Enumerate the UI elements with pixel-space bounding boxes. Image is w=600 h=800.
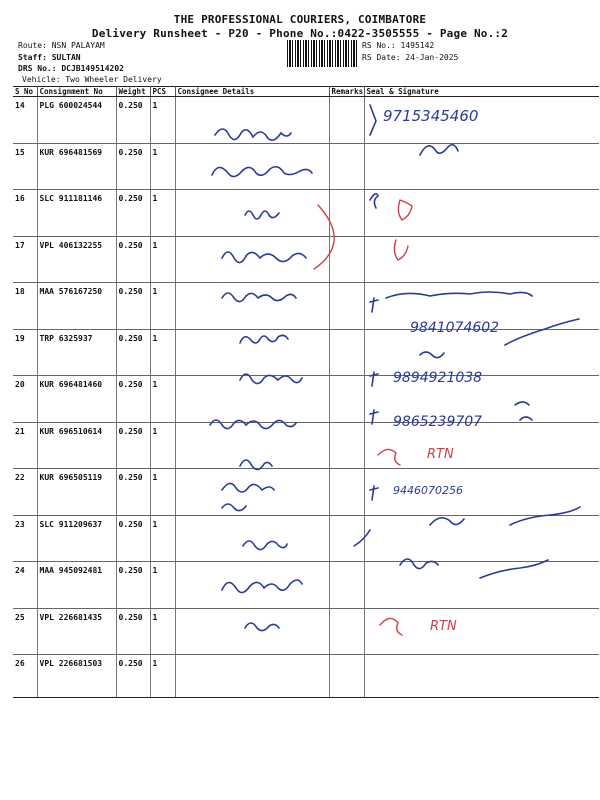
row-consignment-no: PLG 600024544 xyxy=(37,97,116,144)
row-consignment-no: KUR 696481569 xyxy=(37,143,116,190)
row-pcs: 1 xyxy=(150,422,175,469)
consignee-signature xyxy=(245,623,279,631)
col-sno: S No xyxy=(13,87,37,97)
row-consignment-no: KUR 696481460 xyxy=(37,376,116,423)
row-sno: 17 xyxy=(13,236,37,283)
col-consignee: Consignee Details xyxy=(175,87,329,97)
row-consignment-no: VPL 226681503 xyxy=(37,655,116,698)
row-weight: 0.250 xyxy=(116,655,150,698)
row-sno: 24 xyxy=(13,562,37,609)
row-consignment-no: VPL 406132255 xyxy=(37,236,116,283)
signature-scribble xyxy=(400,559,548,578)
row-weight: 0.250 xyxy=(116,236,150,283)
row-consignment-no: SLC 911181146 xyxy=(37,190,116,237)
row-sno: 21 xyxy=(13,422,37,469)
col-weight: Weight xyxy=(116,87,150,97)
phone-handwriting: 9715345460 xyxy=(383,107,479,125)
consignee-signature xyxy=(222,483,274,510)
row-consignment-no: MAA 945092481 xyxy=(37,562,116,609)
col-consignment: Consignment No xyxy=(37,87,116,97)
row-sno: 20 xyxy=(13,376,37,423)
signature-scribble xyxy=(420,145,458,155)
consignee-signature xyxy=(243,541,287,550)
consignee-signature xyxy=(240,374,302,384)
consignee-signature xyxy=(222,580,302,593)
row-sno: 23 xyxy=(13,515,37,562)
row-weight: 0.250 xyxy=(116,422,150,469)
drs-number: DRS No.: DCJB149514202 xyxy=(18,64,124,73)
consignee-signature xyxy=(240,335,288,343)
col-remarks: Remarks xyxy=(329,87,364,97)
row-sno: 18 xyxy=(13,283,37,330)
row-consignment-no: KUR 696510614 xyxy=(37,422,116,469)
rtn-mark: RTN xyxy=(427,447,454,462)
row-pcs: 1 xyxy=(150,97,175,144)
consignee-signature xyxy=(212,167,312,177)
col-pcs: PCS xyxy=(150,87,175,97)
rs-date: RS Date: 24-Jan-2025 xyxy=(362,53,459,62)
row-weight: 0.250 xyxy=(116,97,150,144)
row-consignment-no: KUR 696505119 xyxy=(37,469,116,516)
row-pcs: 1 xyxy=(150,562,175,609)
consignee-signature xyxy=(222,252,306,263)
arrow-mark xyxy=(370,486,378,500)
staff-label: Staff: SULTAN xyxy=(18,53,81,62)
row-pcs: 1 xyxy=(150,329,175,376)
row-sno: 22 xyxy=(13,469,37,516)
row-pcs: 1 xyxy=(150,376,175,423)
rtn-mark: RTN xyxy=(430,619,457,634)
row-pcs: 1 xyxy=(150,469,175,516)
phone-handwriting: 9894921038 xyxy=(393,370,483,386)
arrow-mark xyxy=(370,372,378,386)
row-consignment-no: SLC 911209637 xyxy=(37,515,116,562)
signature-scribble xyxy=(386,292,532,298)
row-sno: 14 xyxy=(13,97,37,144)
phone-handwriting: 9841074602 xyxy=(410,320,500,336)
row-pcs: 1 xyxy=(150,608,175,655)
consignee-signature xyxy=(222,293,296,302)
phone-handwriting: 9865239707 xyxy=(393,414,483,430)
phone-handwriting: 9446070256 xyxy=(393,484,463,497)
red-remark-mark xyxy=(394,240,408,260)
row-sno: 15 xyxy=(13,143,37,190)
arrow-mark xyxy=(370,105,376,135)
row-pcs: 1 xyxy=(150,236,175,283)
arrow-mark xyxy=(370,194,378,208)
row-pcs: 1 xyxy=(150,283,175,330)
row-weight: 0.250 xyxy=(116,376,150,423)
row-weight: 0.250 xyxy=(116,190,150,237)
row-sno: 26 xyxy=(13,655,37,698)
row-weight: 0.250 xyxy=(116,283,150,330)
consignee-signature xyxy=(240,460,272,470)
route-label: Route: NSN PALAYAM xyxy=(18,41,105,50)
row-weight: 0.250 xyxy=(116,562,150,609)
row-weight: 0.250 xyxy=(116,608,150,655)
row-sno: 16 xyxy=(13,190,37,237)
red-remark-mark xyxy=(398,200,412,220)
arrow-mark xyxy=(370,298,378,312)
company-title: THE PROFESSIONAL COURIERS, COIMBATORE xyxy=(173,13,427,26)
row-consignment-no: MAA 576167250 xyxy=(37,283,116,330)
row-pcs: 1 xyxy=(150,515,175,562)
row-pcs: 1 xyxy=(150,655,175,698)
col-seal-signature: Seal & Signature xyxy=(364,87,599,97)
vehicle-label: Vehicle: Two Wheeler Delivery xyxy=(22,75,162,84)
consignee-signature xyxy=(215,129,291,140)
consignee-signature xyxy=(245,211,279,219)
runsheet-subtitle: Delivery Runsheet - P20 - Phone No.:0422-3505555 - Page No.:2 xyxy=(91,27,509,40)
arrow-mark xyxy=(370,410,378,424)
red-remark-mark xyxy=(380,618,402,635)
row-weight: 0.250 xyxy=(116,143,150,190)
row-weight: 0.250 xyxy=(116,329,150,376)
red-remark-mark xyxy=(378,449,400,465)
row-weight: 0.250 xyxy=(116,469,150,516)
arrow-mark xyxy=(354,530,370,546)
row-sno: 19 xyxy=(13,329,37,376)
row-weight: 0.250 xyxy=(116,515,150,562)
row-consignment-no: VPL 226681435 xyxy=(37,608,116,655)
signature-scribble xyxy=(430,507,580,525)
row-consignment-no: TRP 6325937 xyxy=(37,329,116,376)
row-sno: 25 xyxy=(13,608,37,655)
red-remark-mark xyxy=(314,205,334,269)
row-pcs: 1 xyxy=(150,143,175,190)
signature-scribble xyxy=(515,402,532,420)
row-pcs: 1 xyxy=(150,190,175,237)
rs-number: RS No.: 1495142 xyxy=(362,41,435,50)
consignee-signature xyxy=(210,420,296,429)
